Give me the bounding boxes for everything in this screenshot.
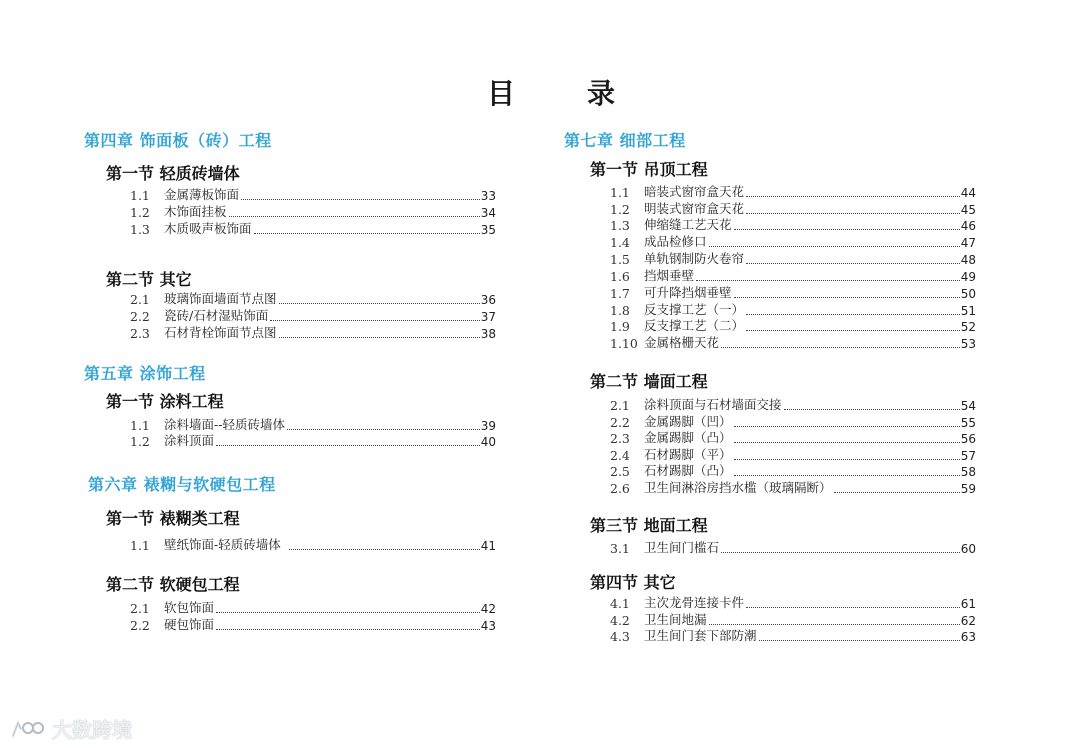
- dot-leader: [289, 549, 480, 550]
- entry-title: 伸缩缝工艺天花: [644, 217, 732, 232]
- entry-title: 卫生间淋浴房挡水槛（玻璃隔断）: [644, 480, 832, 495]
- dot-leader: [254, 233, 480, 234]
- toc-entry[interactable]: [610, 480, 976, 496]
- dot-leader: [746, 330, 960, 331]
- dot-leader: [721, 552, 960, 553]
- entry-page: 54: [960, 399, 976, 413]
- entry-page: 49: [960, 270, 976, 284]
- entry-number: 1.6: [610, 269, 630, 284]
- toc-entry[interactable]: [610, 397, 976, 413]
- entry-title: 单轨钢制防火卷帘: [644, 251, 745, 266]
- dot-leader: [746, 213, 960, 214]
- entry-number: 1.4: [610, 235, 630, 250]
- entry-page: 34: [480, 206, 496, 220]
- toc-entry[interactable]: [130, 600, 496, 616]
- entry-page: 42: [480, 602, 496, 616]
- dot-leader: [287, 429, 480, 430]
- entry-page: 36: [480, 293, 496, 307]
- dot-leader: [216, 445, 480, 446]
- entry-number: 1.5: [610, 252, 630, 267]
- toc-entry[interactable]: [610, 463, 976, 479]
- entry-page: 56: [960, 432, 976, 446]
- dot-leader: [721, 347, 960, 348]
- entry-title: 金属格栅天花: [644, 335, 720, 350]
- toc-entry[interactable]: [610, 184, 976, 200]
- toc-entry[interactable]: [610, 285, 976, 301]
- section-heading[interactable]: 第一节 轻质砖墙体: [106, 164, 240, 183]
- entry-number: 1.1: [130, 538, 150, 553]
- dot-leader: [734, 475, 960, 476]
- entry-title: 石材踢脚（平）: [644, 447, 732, 462]
- section-heading[interactable]: 第三节 地面工程: [590, 516, 708, 535]
- page-title: 目 录: [486, 77, 637, 110]
- toc-entry[interactable]: [610, 251, 976, 267]
- entry-title: 涂料顶面: [164, 433, 215, 448]
- toc-entry[interactable]: [130, 537, 496, 553]
- toc-entry[interactable]: [610, 628, 976, 644]
- toc-entry[interactable]: [610, 318, 976, 334]
- entry-page: 47: [960, 236, 976, 250]
- toc-entry[interactable]: [130, 187, 496, 203]
- entry-title: 卫生间门套下部防潮: [644, 628, 757, 643]
- toc-entry[interactable]: [130, 617, 496, 633]
- entry-title: 反支撑工艺（一）: [644, 302, 745, 317]
- dot-leader: [696, 280, 960, 281]
- toc-entry[interactable]: [130, 221, 496, 237]
- entry-page: 59: [960, 482, 976, 496]
- toc-entry[interactable]: [130, 325, 496, 341]
- entry-number: 1.9: [610, 319, 630, 334]
- watermark: [10, 714, 132, 743]
- dot-leader: [734, 442, 960, 443]
- chapter-heading[interactable]: 第五章 涂饰工程: [84, 364, 206, 383]
- section-heading[interactable]: 第二节 其它: [106, 270, 192, 289]
- entry-page: 51: [960, 304, 976, 318]
- entry-number: 1.3: [130, 222, 150, 237]
- toc-entry[interactable]: [610, 335, 976, 351]
- entry-page: 60: [960, 542, 976, 556]
- entry-number: 2.2: [130, 618, 150, 633]
- toc-entry[interactable]: [130, 204, 496, 220]
- entry-number: 2.1: [610, 398, 630, 413]
- entry-page: 40: [480, 435, 496, 449]
- dot-leader: [216, 629, 480, 630]
- toc-entry[interactable]: [610, 268, 976, 284]
- entry-title: 金属踢脚（凸）: [644, 430, 732, 445]
- entry-number: 2.5: [610, 464, 630, 479]
- entry-page: 45: [960, 203, 976, 217]
- entry-page: 57: [960, 449, 976, 463]
- entry-title: 金属薄板饰面: [164, 187, 240, 202]
- entry-title: 硬包饰面: [164, 617, 215, 632]
- dot-leader: [746, 263, 960, 264]
- entry-number: 2.6: [610, 481, 630, 496]
- entry-page: 52: [960, 320, 976, 334]
- entry-number: 4.3: [610, 629, 630, 644]
- toc-entry[interactable]: [610, 234, 976, 250]
- entry-title: 卫生间地漏: [644, 612, 707, 627]
- section-heading[interactable]: 第一节 涂料工程: [106, 392, 224, 411]
- entry-number: 2.3: [130, 326, 150, 341]
- entry-number: 1.1: [130, 418, 150, 433]
- toc-entry[interactable]: [610, 540, 976, 556]
- entry-page: 38: [480, 327, 496, 341]
- dot-leader: [746, 196, 960, 197]
- toc-entry[interactable]: [610, 430, 976, 446]
- entry-number: 2.2: [610, 415, 630, 430]
- watermark-text: 大数跨境: [52, 718, 132, 742]
- entry-number: 1.3: [610, 218, 630, 233]
- entry-page: 44: [960, 186, 976, 200]
- dot-leader: [279, 337, 480, 338]
- entry-number: 2.2: [130, 309, 150, 324]
- dot-leader: [734, 426, 960, 427]
- entry-title: 瓷砖/石材湿贴饰面: [164, 308, 269, 323]
- entry-title: 挡烟垂壁: [644, 268, 695, 283]
- entry-number: 1.10: [610, 336, 638, 351]
- toc-entry[interactable]: [130, 291, 496, 307]
- entry-title: 壁纸饰面-轻质砖墙体: [164, 537, 281, 552]
- entry-page: 63: [960, 630, 976, 644]
- entry-title: 玻璃饰面墙面节点图: [164, 291, 277, 306]
- entry-number: 1.1: [130, 188, 150, 203]
- dot-leader: [229, 216, 480, 217]
- dot-leader: [709, 246, 960, 247]
- section-heading[interactable]: 第二节 软硬包工程: [106, 575, 240, 594]
- toc-entry[interactable]: [130, 433, 496, 449]
- entry-page: 61: [960, 597, 976, 611]
- entry-page: 50: [960, 287, 976, 301]
- brand-logo-icon: [10, 719, 46, 739]
- toc-entry[interactable]: [610, 217, 976, 233]
- entry-title: 反支撑工艺（二）: [644, 318, 745, 333]
- entry-title: 石材背栓饰面节点图: [164, 325, 277, 340]
- dot-leader: [746, 607, 960, 608]
- dot-leader: [270, 320, 480, 321]
- entry-page: 48: [960, 253, 976, 267]
- entry-page: 35: [480, 223, 496, 237]
- entry-number: 4.2: [610, 613, 630, 628]
- entry-page: 41: [480, 539, 496, 553]
- entry-page: 55: [960, 416, 976, 430]
- entry-title: 涂料墙面--轻质砖墙体: [164, 417, 285, 432]
- dot-leader: [241, 199, 480, 200]
- dot-leader: [734, 229, 960, 230]
- toc-entry[interactable]: [130, 308, 496, 324]
- entry-title: 明装式窗帘盒天花: [644, 201, 745, 216]
- dot-leader: [279, 303, 480, 304]
- entry-title: 主次龙骨连接卡件: [644, 595, 745, 610]
- entry-page: 58: [960, 465, 976, 479]
- dot-leader: [216, 612, 480, 613]
- entry-title: 石材踢脚（凸）: [644, 463, 732, 478]
- entry-title: 涂料顶面与石材墙面交接: [644, 397, 782, 412]
- entry-page: 53: [960, 337, 976, 351]
- dot-leader: [834, 492, 960, 493]
- entry-title: 金属踢脚（凹）: [644, 414, 732, 429]
- dot-leader: [746, 314, 960, 315]
- entry-number: 1.7: [610, 286, 630, 301]
- dot-leader: [734, 459, 960, 460]
- entry-title: 木质吸声板饰面: [164, 221, 252, 236]
- section-heading[interactable]: 第二节 墙面工程: [590, 372, 708, 391]
- toc-entry[interactable]: [610, 595, 976, 611]
- dot-leader: [709, 624, 960, 625]
- entry-title: 木饰面挂板: [164, 204, 227, 219]
- entry-number: 1.2: [130, 205, 150, 220]
- entry-title: 卫生间门槛石: [644, 540, 720, 555]
- entry-number: 2.1: [130, 601, 150, 616]
- entry-number: 2.3: [610, 431, 630, 446]
- entry-title: 可升降挡烟垂壁: [644, 285, 732, 300]
- entry-number: 3.1: [610, 541, 630, 556]
- entry-number: 4.1: [610, 596, 630, 611]
- dot-leader: [734, 297, 960, 298]
- entry-number: 2.4: [610, 448, 630, 463]
- entry-page: 37: [480, 310, 496, 324]
- entry-page: 46: [960, 219, 976, 233]
- entry-number: 1.2: [130, 434, 150, 449]
- section-heading[interactable]: 第一节 吊顶工程: [590, 160, 708, 179]
- entry-number: 2.1: [130, 292, 150, 307]
- chapter-heading[interactable]: 第六章 裱糊与软硬包工程: [88, 475, 276, 494]
- entry-title: 成品检修口: [644, 234, 707, 249]
- dot-leader: [759, 640, 960, 641]
- entry-number: 1.1: [610, 185, 630, 200]
- entry-page: 62: [960, 614, 976, 628]
- chapter-heading[interactable]: 第七章 细部工程: [564, 131, 686, 150]
- entry-number: 1.2: [610, 202, 630, 217]
- chapter-heading[interactable]: 第四章 饰面板（砖）工程: [84, 131, 272, 150]
- entry-page: 43: [480, 619, 496, 633]
- entry-title: 软包饰面: [164, 600, 215, 615]
- entry-number: 1.8: [610, 303, 630, 318]
- entry-page: 39: [480, 419, 496, 433]
- entry-title: 暗装式窗帘盒天花: [644, 184, 745, 199]
- dot-leader: [784, 409, 960, 410]
- section-heading[interactable]: 第一节 裱糊类工程: [106, 509, 240, 528]
- section-heading[interactable]: 第四节 其它: [590, 573, 676, 592]
- entry-page: 33: [480, 189, 496, 203]
